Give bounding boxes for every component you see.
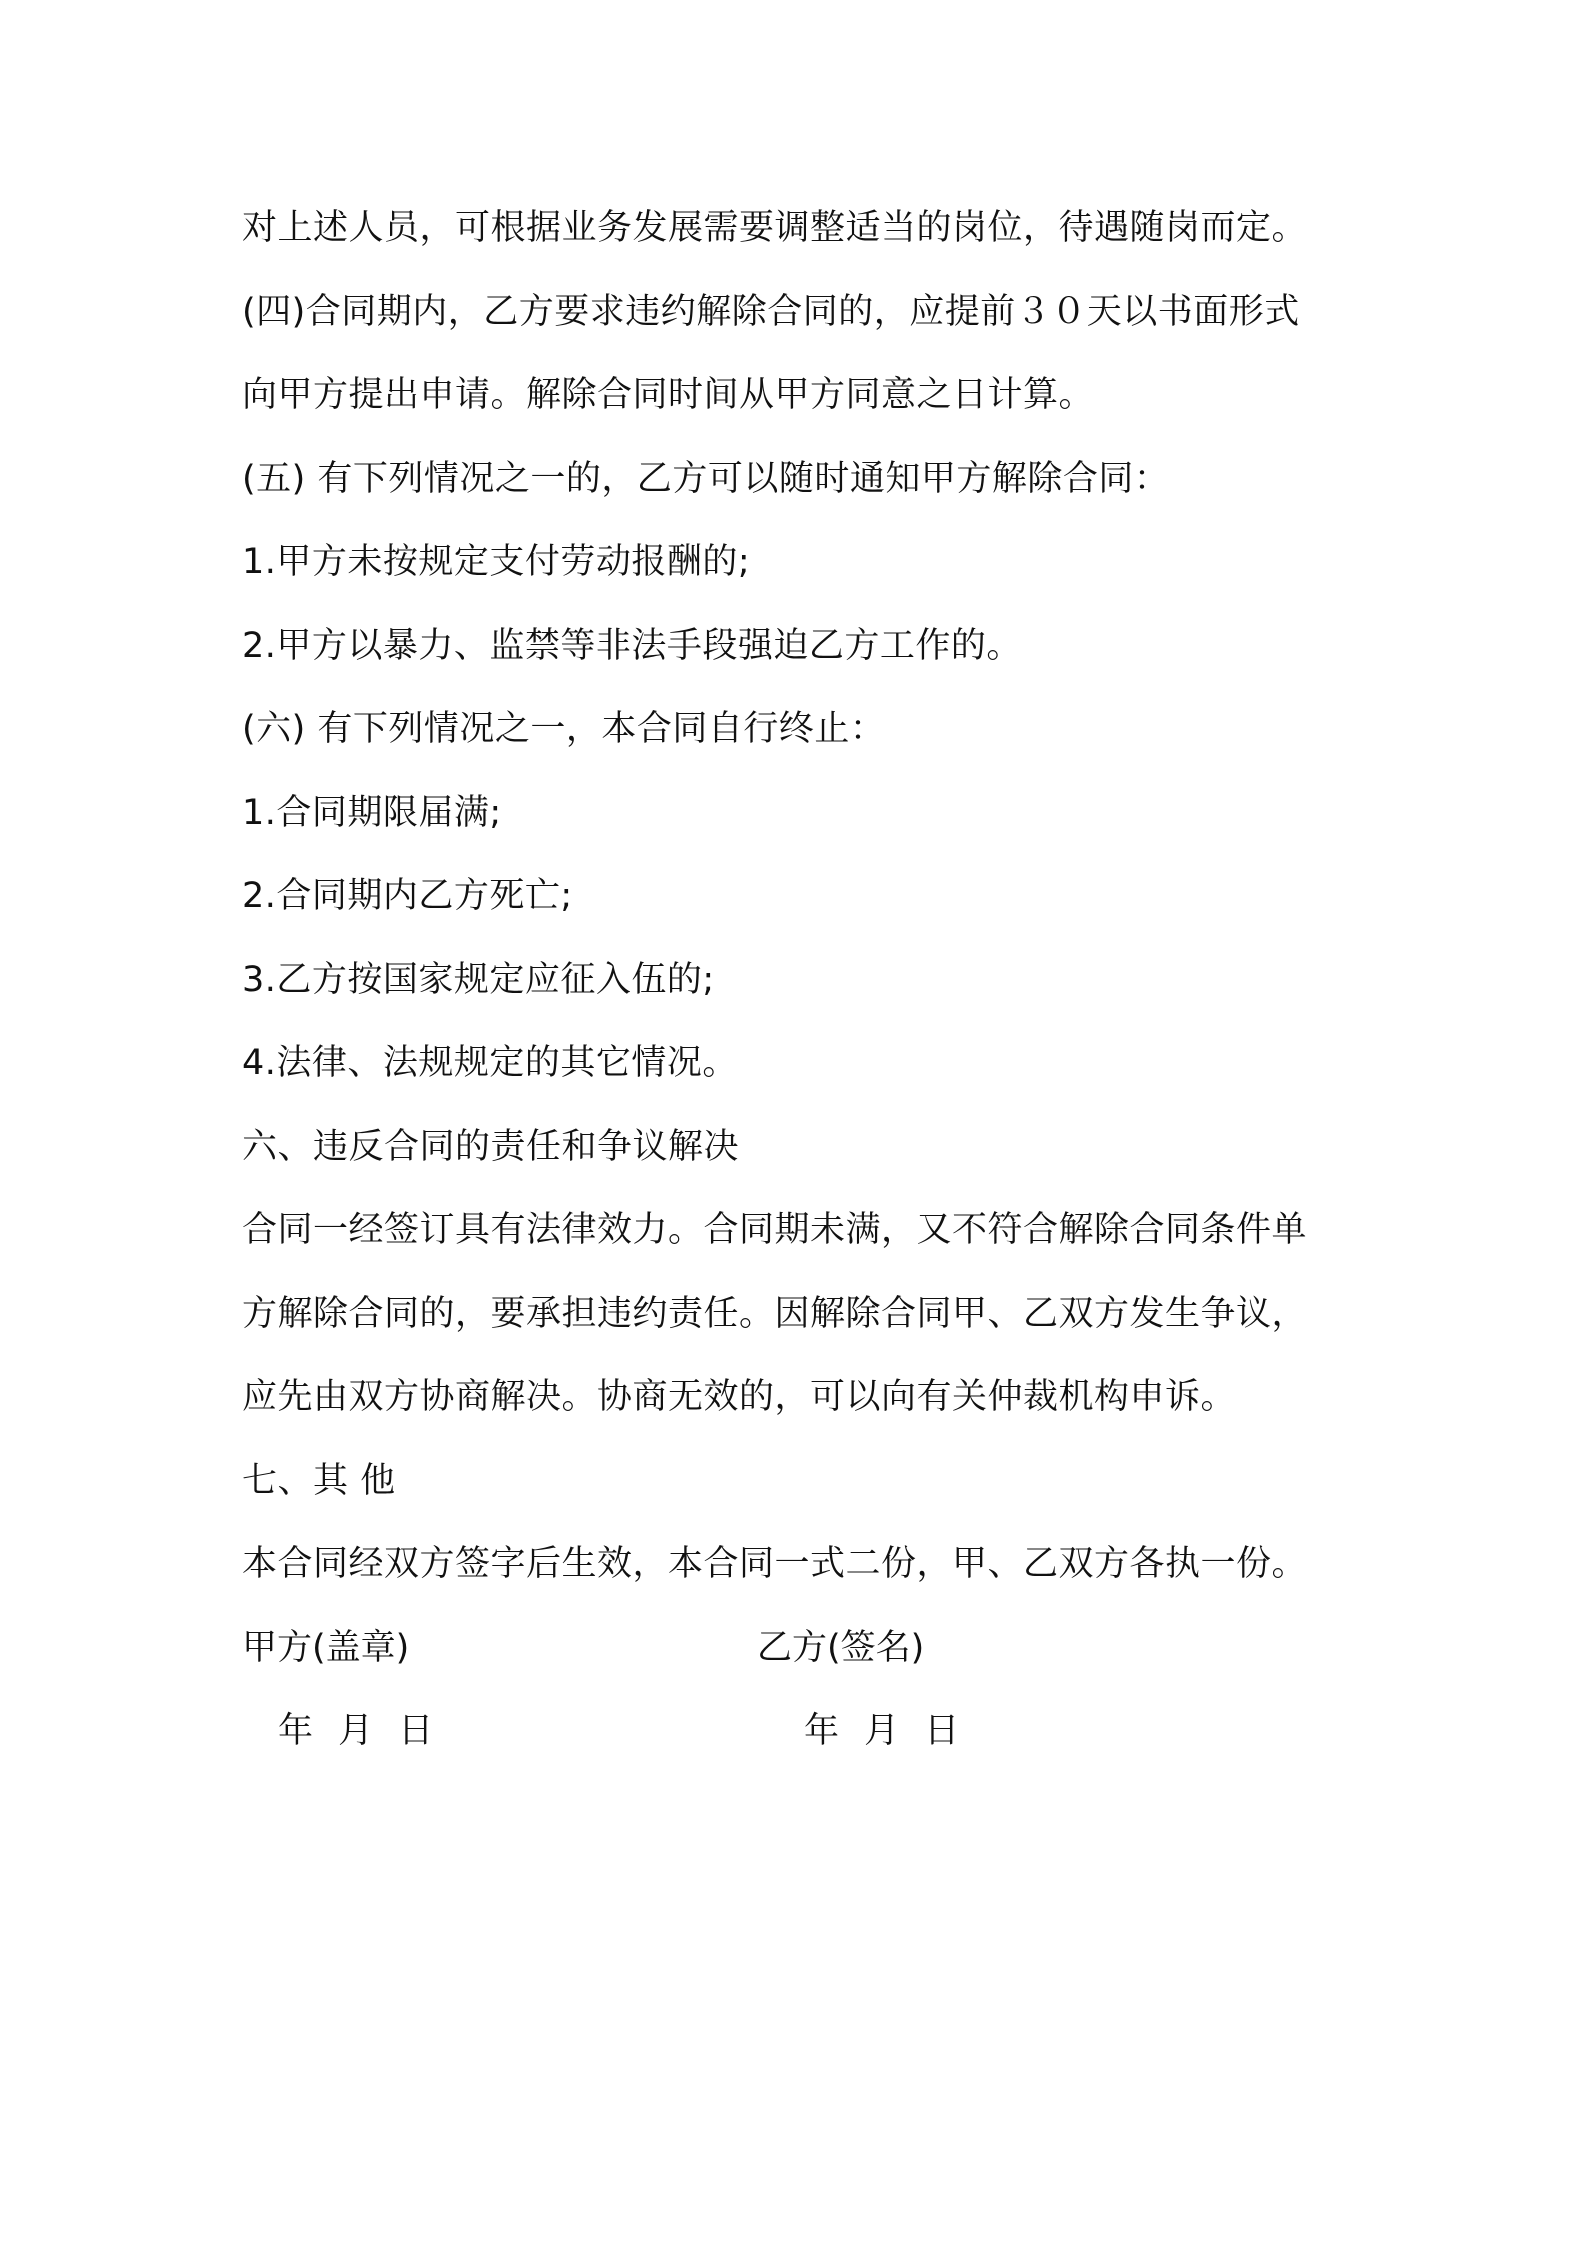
clause-6-item-2: 2.合同期内乙方死亡; [242,876,573,916]
section-6-paragraph-line-2: 方解除合同的，要承担违约责任。因解除合同甲、乙双方发生争议， [242,1293,1308,1334]
clause-6-item-4: 4.法律、法规规定的其它情况。 [242,1043,738,1083]
clause-5-item-2: 2.甲方以暴力、监禁等非法手段强迫乙方工作的。 [242,625,1022,666]
section-6-paragraph-line-3: 应先由双方协商解决。协商无效的，可以向有关仲裁机构申诉。 [242,1377,1237,1417]
clause-6-item-1: 1.合同期限届满; [242,792,502,833]
party-b-signature-label: 乙方(签名) [757,1627,925,1668]
paragraph-line: 对上述人员，可根据业务发展需要调整适当的岗位，待遇随岗而定。 [242,208,1308,248]
signature-row [242,1622,1382,1706]
clause-5-item-1: 1.甲方未按规定支付劳动报酬的; [242,542,751,582]
document-body [242,202,1382,1789]
party-a-date-label: 年 月 日 [278,1711,434,1751]
party-a-signature-label: 甲方(盖章) [242,1627,410,1668]
clause-5-heading: (五) 有下列情况之一的，乙方可以随时通知甲方解除合同： [242,458,1170,499]
clause-4-continuation: 向甲方提出申请。解除合同时间从甲方同意之日计算。 [242,375,1095,415]
section-7-paragraph: 本合同经双方签字后生效，本合同一式二份，甲、乙双方各执一份。 [242,1544,1308,1584]
clause-6-item-3: 3.乙方按国家规定应征入伍的; [242,959,715,1000]
clause-4-line: (四)合同期内，乙方要求违约解除合同的，应提前３０天以书面形式 [242,291,1300,332]
section-6-paragraph-line-1: 合同一经签订具有法律效力。合同期未满，又不符合解除合同条件单 [242,1210,1308,1250]
date-row [242,1705,1382,1789]
section-6-heading: 六、违反合同的责任和争议解决 [242,1126,740,1167]
section-7-heading: 七、其 他 [242,1460,396,1501]
clause-6-heading: (六) 有下列情况之一，本合同自行终止： [242,709,886,749]
party-b-date-label: 年 月 日 [804,1711,960,1751]
